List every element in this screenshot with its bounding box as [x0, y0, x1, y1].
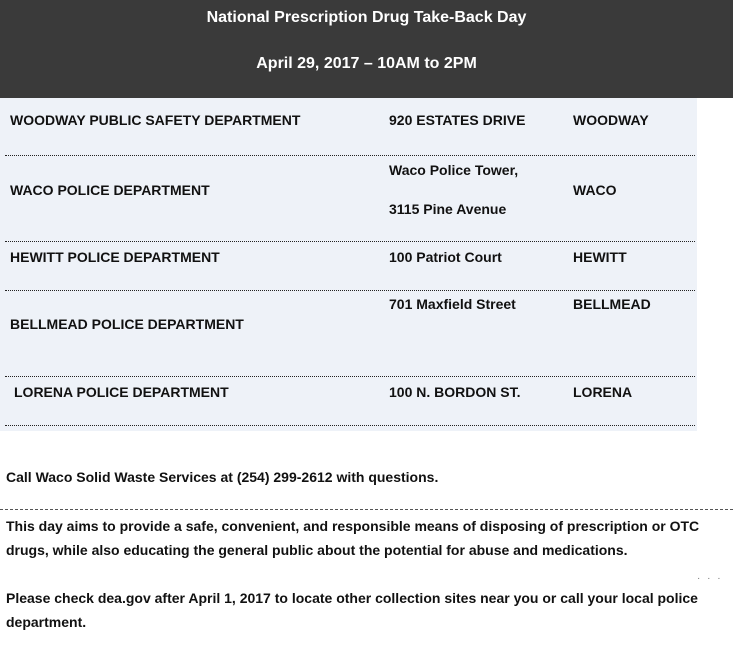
- header-banner: [0, 0, 733, 98]
- row-divider: [5, 376, 695, 377]
- row-divider: [5, 155, 695, 156]
- location-address: Waco Police Tower,: [389, 162, 519, 178]
- location-city: WACO: [573, 182, 617, 198]
- ellipsis-mark: · · ·: [697, 573, 723, 584]
- info-paragraph: This day aims to provide a safe, convenient, and responsible means of disposing of prescription or OTC drugs, while also educating the general public about the potential for abuse and medications.: [6, 518, 700, 558]
- row-divider: [5, 425, 695, 426]
- location-city: LORENA: [573, 384, 633, 400]
- info-paragraph: Please check dea.gov after April 1, 2017 to locate other collection sites near you or call your local police department.: [6, 590, 698, 630]
- location-address: 100 Patriot Court: [389, 249, 502, 265]
- location-address: 701 Maxfield Street: [389, 296, 516, 312]
- location-name: HEWITT POLICE DEPARTMENT: [10, 249, 220, 265]
- location-address: 920 ESTATES DRIVE: [389, 112, 526, 128]
- event-date: April 29, 2017 – 10AM to 2PM: [256, 55, 477, 72]
- event-title: National Prescription Drug Take-Back Day: [206, 9, 527, 26]
- location-name: WACO POLICE DEPARTMENT: [10, 182, 210, 198]
- location-name: WOODWAY PUBLIC SAFETY DEPARTMENT: [10, 112, 301, 128]
- location-city: HEWITT: [573, 249, 627, 265]
- section-divider: [0, 509, 733, 510]
- location-name: LORENA POLICE DEPARTMENT: [14, 384, 229, 400]
- locations-table: [0, 98, 697, 431]
- location-name: BELLMEAD POLICE DEPARTMENT: [10, 316, 244, 332]
- contact-line: Call Waco Solid Waste Services at (254) 299-2612 with questions.: [6, 469, 439, 485]
- location-city: WOODWAY: [573, 112, 649, 128]
- row-divider: [5, 241, 695, 242]
- row-divider: [5, 290, 695, 291]
- location-city: BELLMEAD: [573, 296, 651, 312]
- location-address: 3115 Pine Avenue: [389, 201, 507, 217]
- location-address: 100 N. BORDON ST.: [389, 384, 521, 400]
